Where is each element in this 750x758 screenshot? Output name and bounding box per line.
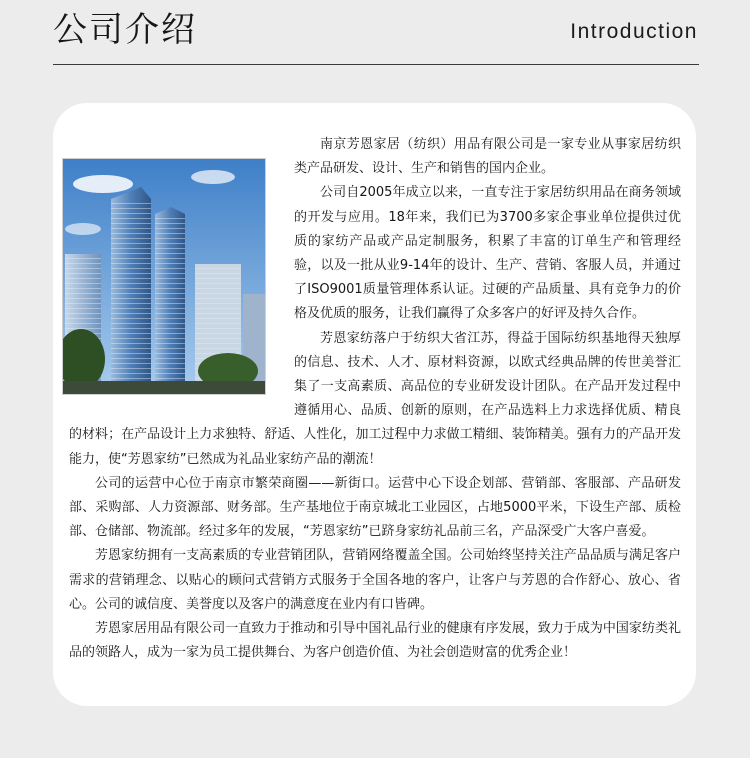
intro-paragraph-6: 芳恩家居用品有限公司一直致力于推动和引导中国礼品行业的健康有序发展，致力于成为中国家纺类礼品的领路人，成为一家为员工提供舞台、为客户创造价值、为社会创造财富的优秀企业！ [69,621,681,661]
intro-paragraph-3: 芳恩家纺落户于纺织大省江苏，得益于国际纺织基地得天独厚的信息、技术、人才、原材料资源，以欧式经典品牌的传世美誉汇集了一支高素质、高品位的专业研发设计团队。在产品开发过程中遵循用心、品质、创新的原则，在产品选料上力求选择优质、精良的材料；在产品设计上力求独特、舒适、人性化，加工过程中力求做工精细、装饰精美。强有力的产品开发能力，使“芳恩家纺”已然成为礼品业家纺产品的潮流！ [69,330,681,467]
intro-paragraph-5: 芳恩家纺拥有一支高素质的专业营销团队，营销网络覆盖全国。公司始终坚持关注产品品质与满足客户需求的营销理念、以贴心的顾问式营销方式服务于全国各地的客户，让客户与芳恩的合作舒心、放心、省心。公司的诚信度、美誉度以及客户的满意度在业内有口皆碑。 [69,548,681,612]
page-title: 公司介绍 [53,10,197,50]
page-subtitle: Introduction [570,20,698,43]
intro-card [53,103,696,706]
header-divider [53,64,699,65]
intro-paragraph-2: 公司自2005年成立以来，一直专注于家居纺织用品在商务领域的开发与应用。18年来，我们已为3700多家企事业单位提供过优质的家纺产品或产品定制服务，积累了丰富的订单生产和管理经验，以及一批从业9-14年的设计、生产、营销、客服人员，并通过了ISO9001质量管理体系认证。过硬的产品质量、具有竞争力的价格及优质的服务，让我们赢得了众多客户的好评及持久合作。 [294,185,681,322]
intro-paragraph-1: 南京芳恩家居（纺织）用品有限公司是一家专业从事家居纺织类产品研发、设计、生产和销售的国内企业。 [294,137,681,177]
intro-paragraph-4: 公司的运营中心位于南京市繁荣商圈——新街口。运营中心下设企划部、营销部、客服部、产品研发部、采购部、人力资源部、财务部。生产基地位于南京城北工业园区，占地5000平米，下设生产部、质检部、仓储部、物流部。经过多年的发展，“芳恩家纺”已跻身家纺礼品前三名，产品深受广大客户喜爱。 [69,475,681,540]
photo-spacer [69,133,294,401]
intro-text [69,133,681,665]
